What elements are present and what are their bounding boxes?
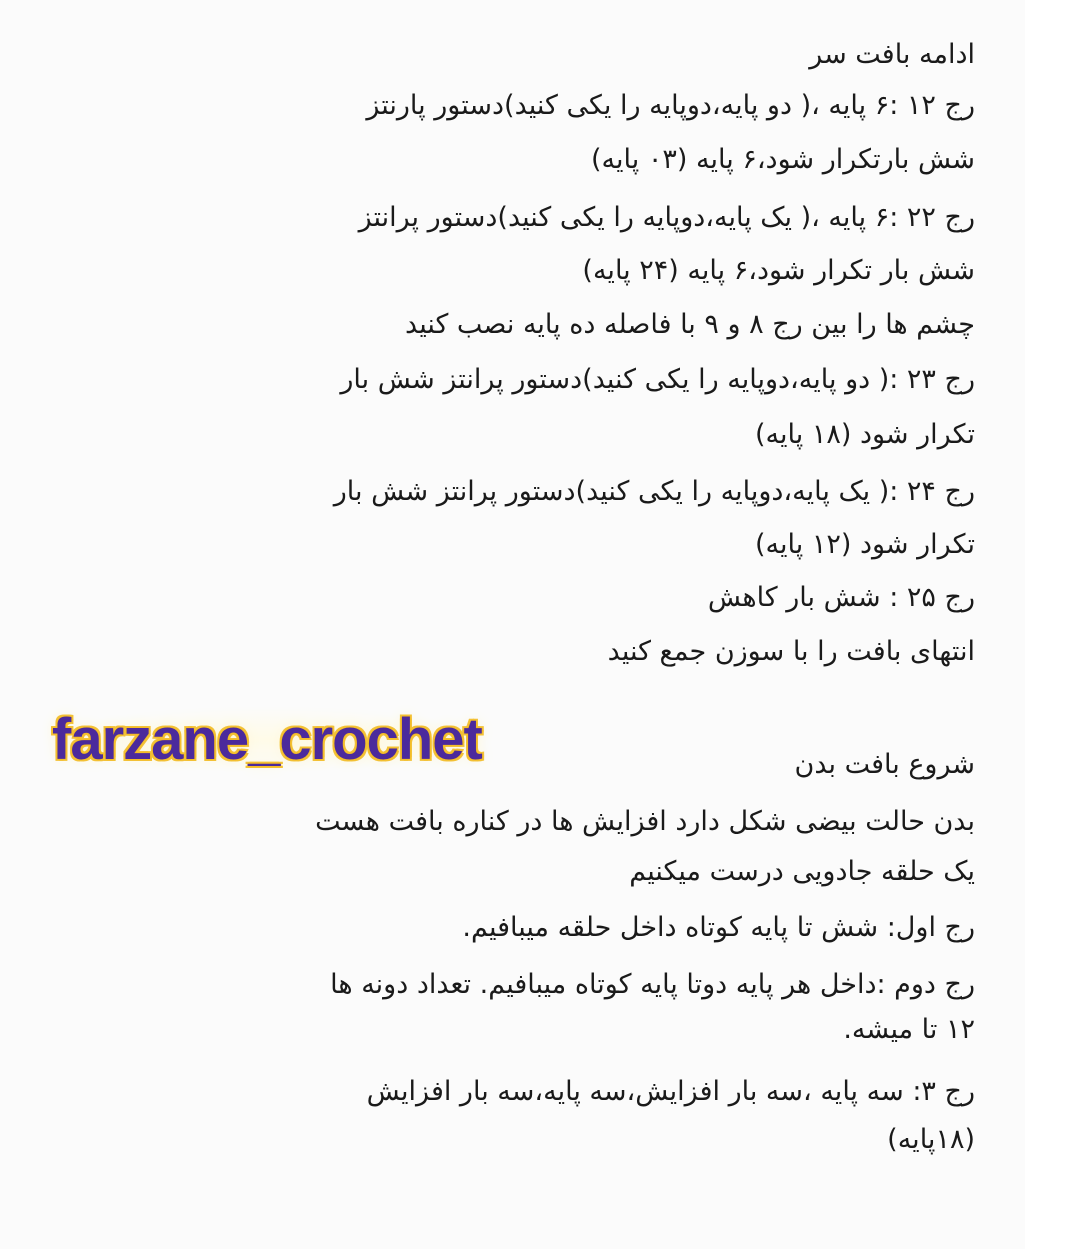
text-line: رج ۲۳ :( دو پایه،دوپایه را یکی کنید)دستور پرانتز شش بار (340, 364, 975, 395)
text-line: رج ۳: سه پایه ،سه بار افزایش،سه پایه،سه بار افزایش (366, 1076, 975, 1107)
text-line: یک حلقه جادویی درست میکنیم (629, 856, 975, 887)
text-line: تکرار شود (۱۸ پایه) (754, 419, 975, 450)
text-line: رج ۲۲ :۶ پایه ،( یک پایه،دوپایه را یکی کنید)دستور پرانتز (358, 202, 975, 233)
section-title: شروع بافت بدن (794, 749, 975, 780)
section-title: ادامه بافت سر (809, 39, 975, 70)
text-line: رج دوم :داخل هر پایه دوتا پایه کوتاه میبافیم. تعداد دونه ها (330, 969, 975, 1000)
text-line: چشم ها را بین رج ۸ و ۹ با فاصله ده پایه نصب کنید (405, 309, 975, 340)
text-line: ۱۲ تا میشه. (843, 1014, 975, 1045)
text-line: رج ۲۴ :( یک پایه،دوپایه را یکی کنید)دستور پرانتز شش بار (333, 476, 975, 507)
text-line: (۱۸پایه) (887, 1124, 975, 1155)
text-line: تکرار شود (۱۲ پایه) (754, 529, 975, 560)
watermark-logo: farzane_crochet (44, 706, 490, 773)
text-line: شش بار تکرار شود،۶ پایه (۲۴ پایه) (582, 255, 975, 286)
text-line: شش بارتکرار شود،۶ پایه (۰۳ پایه) (591, 144, 975, 175)
text-line: بدن حالت بیضی شکل دارد افزایش ها در کناره بافت هست (315, 806, 975, 837)
text-line: انتهای بافت را با سوزن جمع کنید (607, 636, 975, 667)
text-line: رج ۲۵ : شش بار کاهش (707, 582, 975, 613)
text-line: رج ۱۲ :۶ پایه ،( دو پایه،دوپایه را یکی کنید)دستور پارنتز (366, 90, 975, 121)
text-line: رج اول: شش تا پایه کوتاه داخل حلقه میبافیم. (462, 912, 975, 943)
